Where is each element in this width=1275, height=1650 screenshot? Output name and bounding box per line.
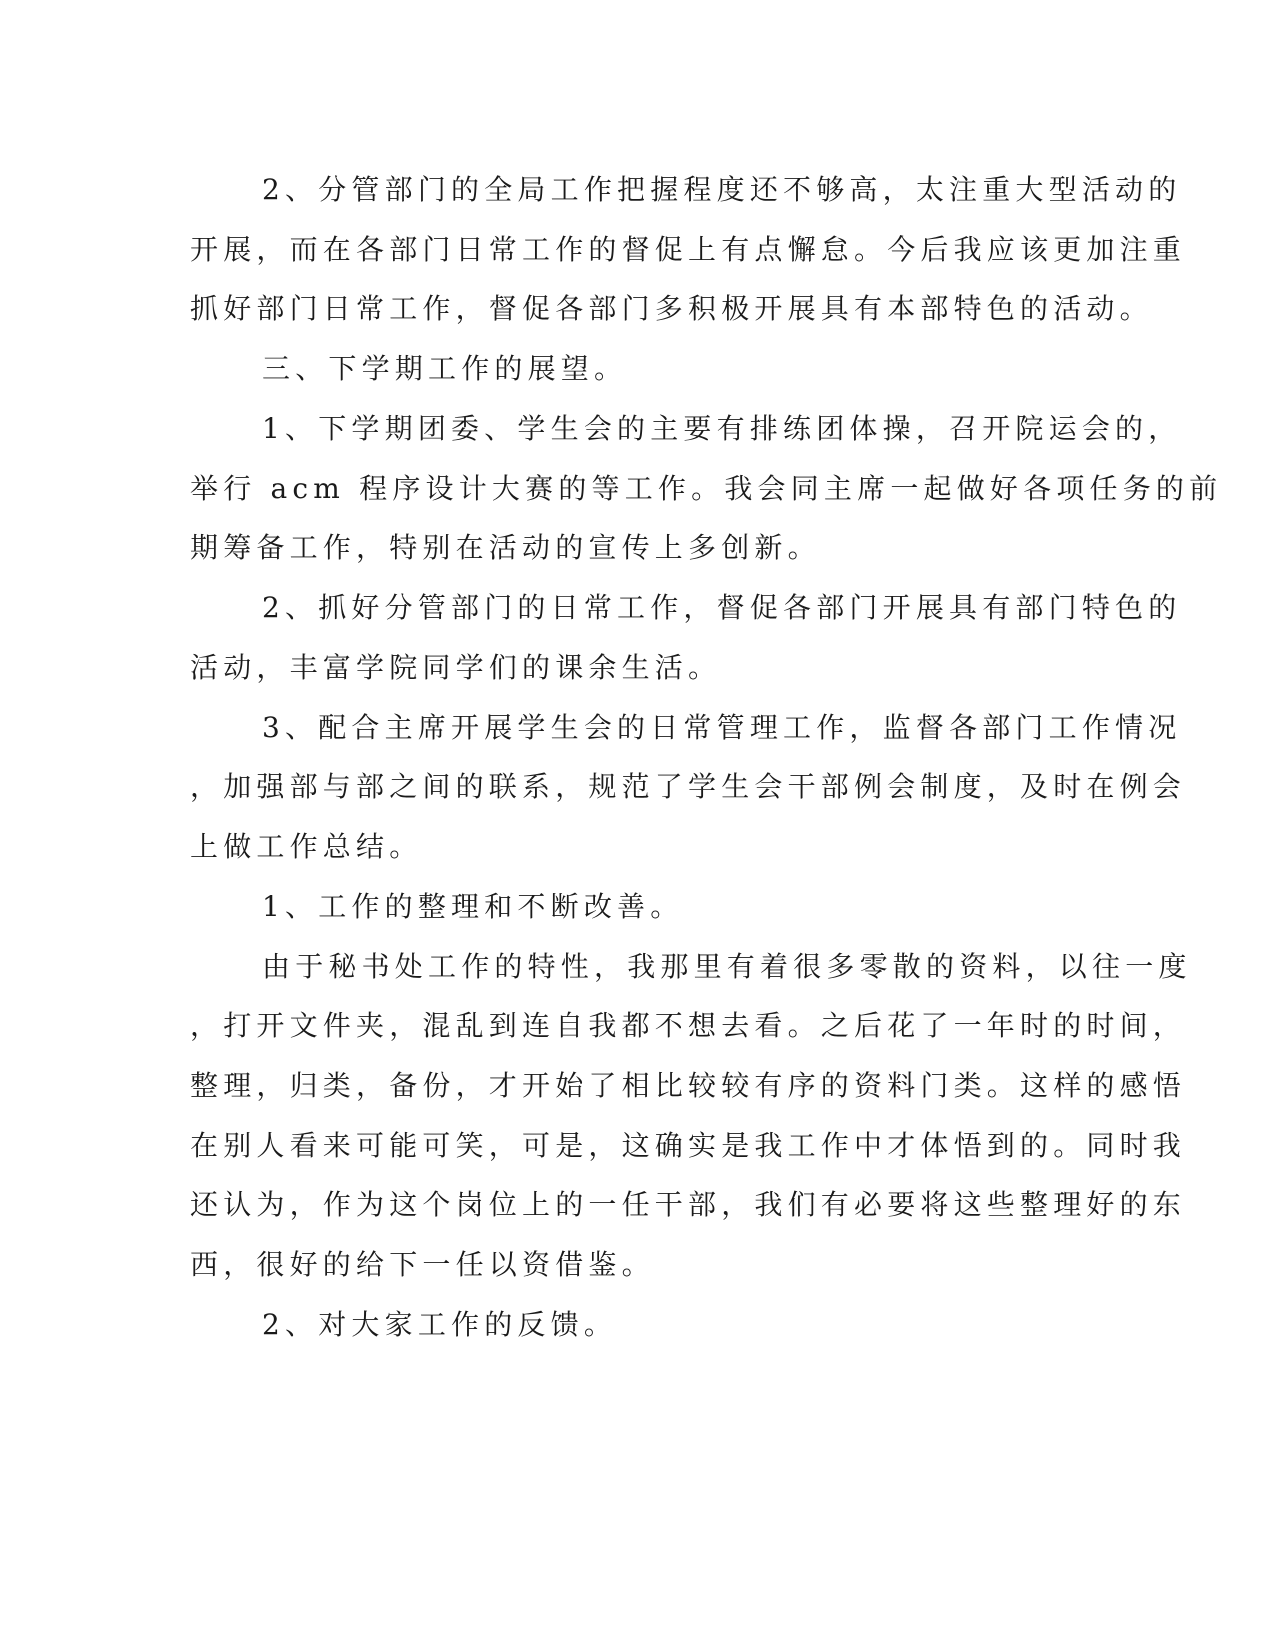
- text-line: 在别人看来可能可笑，可是，这确实是我工作中才体悟到的。同时我: [190, 1129, 1187, 1162]
- text-line: 举行 acm 程序设计大赛的等工作。我会同主席一起做好各项任务的前: [190, 472, 1223, 505]
- text-line: 活动，丰富学院同学们的课余生活。: [190, 651, 722, 684]
- text-line: ，打开文件夹，混乱到连自我都不想去看。之后花了一年时的时间，: [190, 1009, 1187, 1042]
- text-line: 西，很好的给下一任以资借鉴。: [190, 1248, 655, 1281]
- text-line: 3、配合主席开展学生会的日常管理工作，监督各部门工作情况: [262, 711, 1182, 744]
- text-line: 抓好部门日常工作，督促各部门多积极开展具有本部特色的活动。: [190, 292, 1153, 325]
- section-heading: 三、下学期工作的展望。: [262, 352, 628, 385]
- text-line: 2、分管部门的全局工作把握程度还不够高，太注重大型活动的: [262, 173, 1182, 206]
- text-line: 1、下学期团委、学生会的主要有排练团体操，召开院运会的，: [262, 412, 1182, 445]
- text-line: 开展，而在各部门日常工作的督促上有点懈怠。今后我应该更加注重: [190, 233, 1187, 266]
- text-line: 2、对大家工作的反馈。: [262, 1308, 618, 1341]
- text-line: 1、工作的整理和不断改善。: [262, 890, 684, 923]
- text-line: 还认为，作为这个岗位上的一任干部，我们有必要将这些整理好的东: [190, 1188, 1187, 1221]
- text-line: ，加强部与部之间的联系，规范了学生会干部例会制度，及时在例会: [190, 770, 1187, 803]
- text-line: 由于秘书处工作的特性，我那里有着很多零散的资料，以往一度: [262, 950, 1192, 983]
- text-line: 上做工作总结。: [190, 830, 423, 863]
- text-line: 期筹备工作，特别在活动的宣传上多创新。: [190, 531, 821, 564]
- text-line: 2、抓好分管部门的日常工作，督促各部门开展具有部门特色的: [262, 591, 1182, 624]
- text-line: 整理，归类，备份，才开始了相比较较有序的资料门类。这样的感悟: [190, 1069, 1187, 1102]
